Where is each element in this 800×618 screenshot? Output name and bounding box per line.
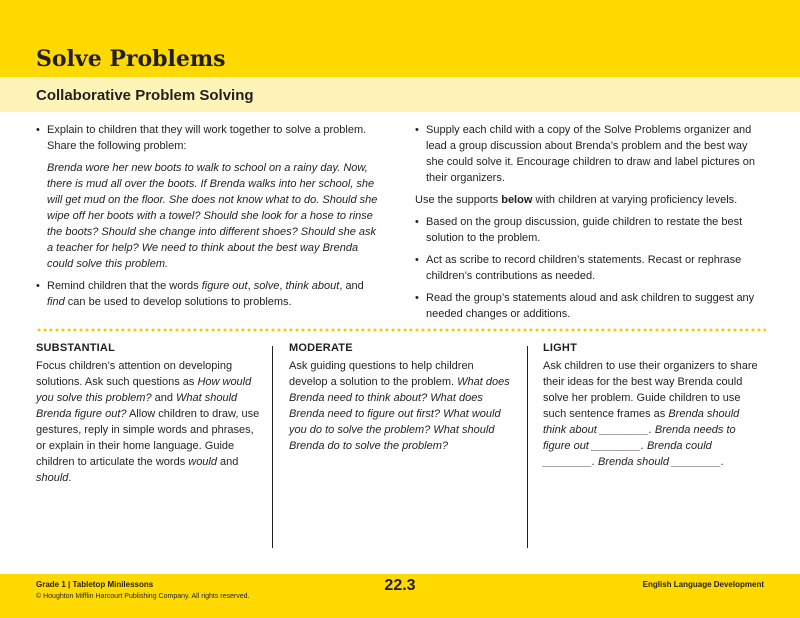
text-run: . — [68, 472, 72, 484]
instruction-bullet: • Act as scribe to record children’s statements. Recast or rephrase children’s contributions as needed. — [415, 252, 767, 284]
level-heading: LIGHT — [543, 342, 577, 354]
right-column — [415, 122, 767, 328]
level-text — [289, 358, 514, 454]
instruction-bullet: • Read the group’s statements aloud and ask children to suggest any needed changes or additions. — [415, 290, 767, 322]
instruction-bullet — [36, 278, 381, 310]
italic-run: How would you solve this problem? — [36, 376, 252, 404]
vocab-word: think about — [285, 280, 340, 292]
vocab-word: figure out — [201, 280, 248, 292]
bold-word: below — [501, 194, 533, 206]
column-divider — [527, 346, 528, 548]
footer-section: English Language Development — [642, 580, 764, 589]
problem-story: Brenda wore her new boots to walk to school on a rainy day. Now, there is mud all over the boots. If Brenda walks into her school, she will get mud on the floor. She does not know what to do. Should she wipe off her boots with a towel? Should she look for a hose to rinse the boots? Should she change into different shoes? Should she ask a teacher for help? We need to think about the best way Brenda could solve this problem. — [47, 162, 378, 270]
instruction-bullet: • Supply each child with a copy of the Solve Problems organizer and lead a group discussion about Brenda’s problem and the best way she could solve it. Encourage children to draw and label pictures on their organizers. — [415, 122, 767, 186]
footer-grade: Grade 1 | Tabletop Minilessons — [36, 580, 154, 589]
level-heading: SUBSTANTIAL — [36, 342, 115, 354]
text-run: Focus children’s attention on developing solutions. Ask such questions as — [36, 360, 233, 388]
text-run: Ask children to use their organizers to share their ideas for the best way Brenda could solve her problem. Guide children to use such sentence frames as — [543, 360, 758, 420]
text-run: , — [247, 280, 254, 292]
instruction-bullet: • Based on the group discussion, guide children to restate the best solution to the problem. — [415, 214, 767, 246]
text-run: Use the supports — [415, 194, 502, 206]
supports-note — [415, 192, 767, 208]
footer-copyright: © Houghton Mifflin Harcourt Publishing Company. All rights reserved. — [36, 593, 250, 600]
text-run: with children at varying proficiency levels. — [532, 194, 738, 206]
text-run: , and — [339, 280, 364, 292]
section-title: Collaborative Problem Solving — [36, 87, 254, 104]
level-light — [543, 340, 765, 470]
text-run: can be used to develop solutions to problems. — [64, 296, 292, 308]
italic-run: What should Brenda figure out? — [36, 392, 238, 420]
italic-run: What does Brenda need to think about? What does Brenda need to figure out first? What would you do to solve the problem? What should Brenda do to solve the problem? — [289, 376, 510, 452]
level-text — [543, 358, 765, 470]
text-run: Ask guiding questions to help children develop a solution to the problem. — [289, 360, 474, 388]
italic-run: should — [36, 472, 69, 484]
text-run: and — [151, 392, 177, 404]
level-substantial — [36, 340, 264, 486]
text-run: Allow children to draw, use gestures, reply in simple words and phrases, or explain in their home language. Guide children to articulate the words — [36, 408, 260, 468]
level-moderate — [289, 340, 514, 454]
text-run: Remind children that the words — [47, 280, 202, 292]
left-column — [36, 122, 381, 316]
column-divider — [272, 346, 273, 548]
level-text — [36, 358, 264, 486]
level-heading: MODERATE — [289, 342, 353, 354]
instruction-bullet: • Explain to children that they will work together to solve a problem. Share the following problem: — [36, 122, 381, 154]
page-title: Solve Problems — [36, 46, 226, 72]
vocab-word: find — [47, 296, 65, 308]
vocab-word: solve — [253, 280, 280, 292]
lesson-number: 22.3 — [384, 577, 416, 594]
dotted-divider — [36, 328, 766, 332]
text-run: , — [279, 280, 286, 292]
italic-run: would — [188, 456, 217, 468]
text-run: and — [217, 456, 239, 468]
italic-run: Brenda should think about ________. Brenda needs to figure out ________. Brenda could ________. Brenda should ________. — [543, 408, 740, 468]
